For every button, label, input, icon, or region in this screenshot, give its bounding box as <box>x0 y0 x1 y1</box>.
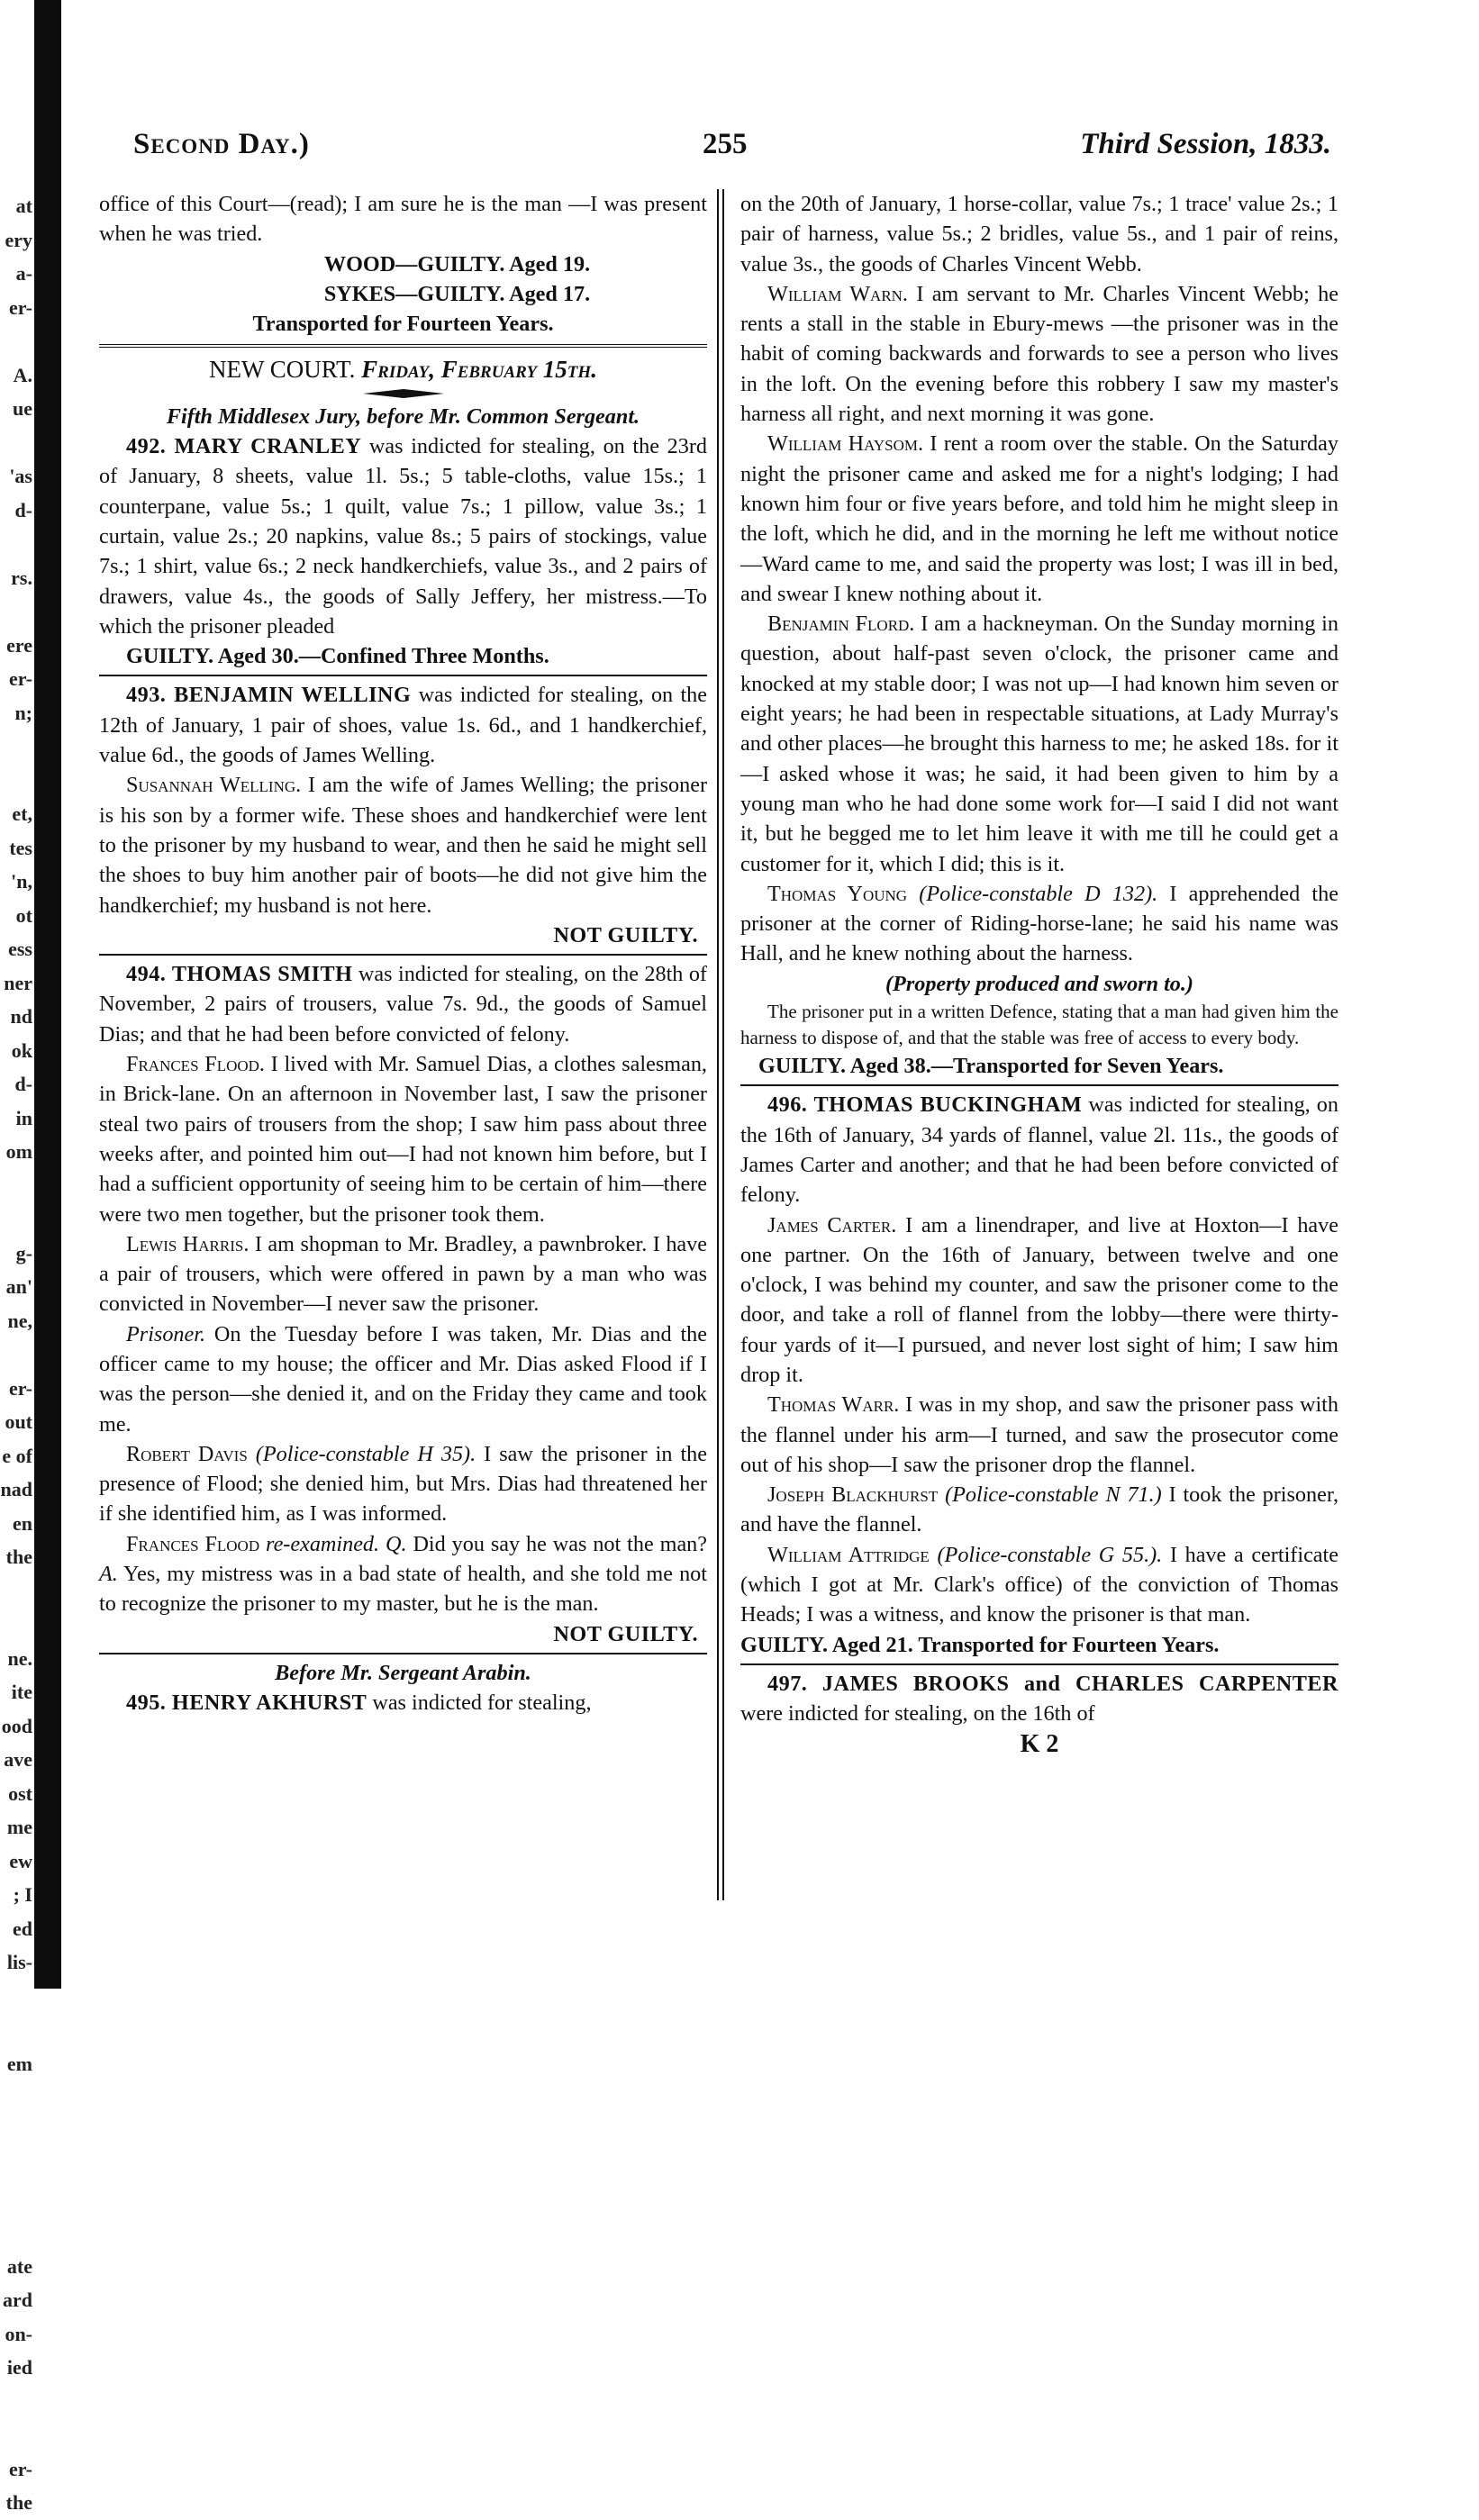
testimony-text: I am servant to Mr. Charles Vincent Webb; he rents a stall in the stable in Ebury-mews —the prisoner was in the habit of coming backwards and forwards to see a person who lives in the loft. On the evening before this robbery I saw my master's harness all right, and next morning it was gone. <box>740 281 1338 427</box>
case-text: was indicted for stealing, on the 12th of January, 1 pair of shoes, value 1s. 6d., and 1 handkerchief, value 6d., the goods of James Welling. <box>99 683 707 768</box>
testimony <box>99 1529 707 1619</box>
page-binding-edge <box>34 0 61 1989</box>
margin-fragment: g- <box>15 1241 32 1265</box>
margin-fragment: ery <box>5 228 32 251</box>
verdict-sykes: SYKES—GUILTY. Aged 17. <box>323 281 591 306</box>
margin-fragment <box>0 426 32 460</box>
left-column <box>99 189 707 1718</box>
case-text: was indicted for stealing, <box>367 1691 592 1716</box>
case-title: 497. JAMES BROOKS and CHARLES CARPENTER <box>767 1671 1338 1696</box>
testimony <box>99 1439 707 1529</box>
margin-fragment: ok <box>11 1038 32 1062</box>
margin-fragment <box>0 2080 32 2115</box>
margin-fragment: er- <box>8 667 32 690</box>
witness-name: Frances Flood. <box>126 1052 265 1077</box>
verdict-wood: WOOD—GUILTY. Aged 19. <box>323 251 591 276</box>
margin-fragment: ew <box>9 1849 32 1872</box>
margin-fragment: ner <box>4 971 32 994</box>
defence-note: The prisoner put in a written Defence, stating that a man had given him the harness to dispose of, and that the stable was free of access to every body. <box>740 1001 1338 1049</box>
ornament-rule <box>99 385 707 402</box>
margin-fragment: er- <box>8 2457 32 2480</box>
margin-fragment <box>0 2182 32 2216</box>
margin-fragment: ot <box>15 903 32 927</box>
margin-fragment: ied <box>6 2356 32 2379</box>
section-rule <box>99 344 707 348</box>
header-day: Second Day.) <box>133 128 310 160</box>
margin-fragment: a- <box>15 262 32 285</box>
margin-fragment <box>0 1337 32 1372</box>
margin-fragment: et, <box>12 802 32 825</box>
witness-name: Thomas Young <box>767 881 908 906</box>
margin-fragment <box>0 1202 32 1237</box>
verdict: GUILTY. Aged 21. Transported for Fourteen Years. <box>740 1632 1220 1657</box>
margin-fragment <box>0 764 32 798</box>
case-rule <box>740 1663 1338 1665</box>
witness-name: Lewis Harris. <box>126 1231 250 1256</box>
margin-fragment: er- <box>8 1376 32 1400</box>
verdict: NOT GUILTY. <box>553 1621 698 1646</box>
judge-heading: Before Mr. Sergeant Arabin. <box>275 1660 531 1685</box>
court-name: NEW COURT. <box>209 356 356 384</box>
header-session: Third Session, 1833. <box>1080 128 1331 160</box>
margin-fragment: om <box>5 1140 32 1163</box>
adjacent-page-margin <box>0 189 32 2520</box>
margin-fragment <box>0 594 32 629</box>
jury-heading: Fifth Middlesex Jury, before Mr. Common Sergeant. <box>166 403 640 429</box>
margin-fragment <box>0 2385 32 2419</box>
margin-fragment: ed <box>13 1917 32 1940</box>
witness-name: Thomas Warr. <box>767 1392 900 1418</box>
case-rule <box>99 954 707 956</box>
testimony-text: I rent a room over the stable. On the Saturday night the prisoner came and asked me for a night's lodging; I had known him four or five years before, and told him he might sleep in the loft, which he did, and in the morning he left me without notice—Ward came to me, and said the property was lost; I was ill in bed, and swear I knew nothing about it. <box>740 431 1338 606</box>
margin-fragment: ate <box>6 2254 32 2278</box>
signature-mark: K 2 <box>1020 1729 1059 1758</box>
case-title: 494. THOMAS SMITH <box>126 962 353 987</box>
running-header <box>133 128 1331 173</box>
margin-fragment <box>0 2216 32 2250</box>
testimony-text: I took the prisoner, and have the flannel. <box>740 1482 1338 1537</box>
testimony-text: I have a certificate (which I got at Mr. Clark's office) of the conviction of Thomas Heads; I was a witness, and know the prisoner is that man. <box>740 1542 1338 1627</box>
paragraph: on the 20th of January, 1 horse-collar, value 7s.; 1 trace' value 2s.; 1 pair of harness, value 5s.; 2 bridles, value 5s., and 1 pair of reins, value 3s., the goods of Charles Vincent Webb. <box>740 192 1338 276</box>
witness-name: William Attridge <box>767 1542 930 1567</box>
margin-fragment: ood <box>1 1714 32 1737</box>
margin-fragment: the <box>5 1546 32 1568</box>
margin-fragment: the <box>5 2491 32 2514</box>
margin-fragment: ne, <box>7 1309 32 1332</box>
question-mark: Q. <box>379 1531 407 1556</box>
margin-fragment: tes <box>9 836 32 859</box>
margin-fragment: en <box>13 1511 32 1535</box>
margin-fragment: me <box>6 1816 32 1838</box>
answer-mark: A. <box>99 1562 118 1587</box>
margin-fragment: lis- <box>6 1951 32 1973</box>
speaker-name: Prisoner. <box>126 1321 206 1346</box>
margin-fragment: out <box>5 1410 32 1433</box>
margin-fragment <box>0 2418 32 2452</box>
case-title: 492. MARY CRANLEY <box>126 434 362 459</box>
testimony-text: I apprehended the prisoner at the corner of Riding-horse-lane; he said his name was Hall, and he knew nothing about the harness. <box>740 881 1338 966</box>
margin-fragment: nad <box>0 1478 32 1500</box>
margin-fragment: em <box>6 2052 32 2075</box>
margin-fragment: at <box>15 195 32 217</box>
margin-fragment <box>0 2115 32 2149</box>
case-text: was indicted for stealing, on the 16th of January, 34 yards of flannel, value 2l. 11s., the goods of James Carter and another; and that he had been before convicted of felony. <box>740 1092 1338 1208</box>
margin-fragment: d- <box>14 498 32 521</box>
margin-fragment: e of <box>2 1444 32 1467</box>
testimony <box>740 1540 1338 1630</box>
witness-name: Frances Flood <box>126 1531 260 1556</box>
margin-fragment: d- <box>14 1073 32 1095</box>
case-495 <box>99 1688 707 1718</box>
testimony <box>99 1319 707 1439</box>
testimony <box>740 1480 1338 1540</box>
case-rule <box>740 1084 1338 1086</box>
margin-fragment: ue <box>13 397 32 420</box>
testimony <box>740 1390 1338 1480</box>
case-rule <box>99 675 707 676</box>
margin-fragment: ne. <box>7 1646 32 1670</box>
witness-name: Susannah Welling. <box>126 773 302 798</box>
testimony <box>740 429 1338 609</box>
testimony-text: On the Tuesday before I was taken, Mr. Dias and the officer came to my house; the officer and Mr. Dias asked Flood if I was the person—she denied it, and on the Friday they came and took me. <box>99 1321 707 1437</box>
witness-name: Joseph Blackhurst <box>767 1482 939 1508</box>
margin-fragment: rs. <box>11 566 32 589</box>
case-title: 495. HENRY AKHURST <box>126 1691 367 1716</box>
case-text: was indicted for stealing, on the 28th of November, 2 pairs of trousers, value 7s. 9d., the goods of Samuel Dias; and that he had been before convicted of felony. <box>99 962 707 1047</box>
testimony <box>740 279 1338 429</box>
margin-fragment: ; I <box>13 1883 32 1906</box>
witness-name: Robert Davis <box>126 1441 248 1466</box>
paragraph: office of this Court—(read); I am sure he is the man —I was present when he was tried. <box>99 192 707 247</box>
margin-fragment: on- <box>5 2322 32 2345</box>
testimony <box>99 1229 707 1319</box>
witness-role: (Police-constable N 71.) <box>938 1482 1162 1508</box>
case-rule <box>99 1653 707 1654</box>
column-divider <box>717 189 724 1900</box>
testimony <box>740 1210 1338 1391</box>
margin-fragment: ite <box>11 1681 32 1703</box>
case-text: were indicted for stealing, on the 16th of <box>740 1701 1095 1727</box>
testimony <box>99 1049 707 1229</box>
property-note: (Property produced and sworn to.) <box>885 971 1193 996</box>
testimony-text: I am a hackneyman. On the Sunday morning in question, about half-past seven o'clock, the prisoner came and knocked at my stable door; I was not up—I had known him seven or eight years; he had been in respectable situations, at Lady Murray's and other places—he brought this harness to me; he asked 18s. for it —I asked whose it was; he said, it had been given to him by a young man who he had done some work for—I said I did not want it, but he begged me to let him leave it with me till he could get a customer for it, which I did; this is it. <box>740 612 1338 876</box>
case-497 <box>740 1669 1338 1729</box>
testimony-text: I lived with Mr. Samuel Dias, a clothes salesman, in Brick-lane. On an afternoon in November last, I saw the prisoner steal two pairs of trousers from the shop; I saw him pass about three weeks after, and pointed him out—I had not known him before, but I had a sufficient opportunity of seeing him to be certain of him—there were two men together, but the prisoner took them. <box>99 1052 707 1227</box>
witness-role: re-examined. <box>259 1531 380 1556</box>
witness-name: William Warn. <box>767 281 908 306</box>
margin-fragment <box>0 324 32 358</box>
margin-fragment <box>0 1169 32 1203</box>
sentence: Transported for Fourteen Years. <box>252 312 554 337</box>
testimony <box>740 879 1338 969</box>
witness-role: (Police-constable G 55.). <box>929 1542 1163 1567</box>
margin-fragment: ave <box>4 1748 32 1771</box>
margin-fragment: ard <box>3 2289 32 2311</box>
margin-fragment <box>0 527 32 561</box>
margin-fragment: n; <box>14 701 32 724</box>
witness-name: Benjamin Flord. <box>767 612 915 637</box>
testimony-text: I am shopman to Mr. Bradley, a pawnbroker. I have a pair of trousers, which were offered in pawn by a man who was convicted in November—I never saw the prisoner. <box>99 1231 707 1317</box>
verdict: NOT GUILTY. <box>553 922 698 947</box>
witness-name: James Carter. <box>767 1212 897 1237</box>
verdict: GUILTY. Aged 38.—Transported for Seven Years. <box>758 1054 1224 1079</box>
margin-fragment <box>0 1574 32 1609</box>
margin-fragment: ere <box>6 633 32 657</box>
margin-fragment: A. <box>13 363 32 386</box>
testimony-text: Yes, my mistress was in a bad state of health, and she told me not to recognize the prisoner to my master, but he is the man. <box>99 1562 707 1617</box>
margin-fragment: 'as <box>9 465 32 487</box>
margin-fragment: ess <box>8 938 32 960</box>
witness-role: (Police-constable D 132). <box>907 881 1158 906</box>
case-text: was indicted for stealing, on the 23rd of January, 8 sheets, value 1l. 5s.; 5 table-cloths, value 15s.; 1 counterpane, value 5s.; 1 quilt, value 7s.; 1 pillow, value 3s.; 1 curtain, value 2s.; 20 napkins, value 8s.; 5 pairs of stockings, value 7s.; 1 shirt, value 6s.; 2 neck handkerchiefs, value 3s., and 2 pairs of drawers, value 4s., the goods of Sally Jeffery, her mistress.—To which the prisoner pleaded <box>99 434 707 639</box>
margin-fragment: 'n, <box>11 870 32 893</box>
case-494 <box>99 959 707 1049</box>
right-column <box>740 189 1338 1759</box>
case-title: 496. THOMAS BUCKINGHAM <box>767 1092 1083 1118</box>
margin-fragment: in <box>15 1106 32 1129</box>
court-day: Friday, February 15th. <box>361 356 597 384</box>
margin-fragment: an' <box>5 1275 32 1298</box>
margin-fragment: ost <box>8 1781 32 1805</box>
case-493 <box>99 680 707 770</box>
case-492 <box>99 431 707 641</box>
testimony <box>740 609 1338 879</box>
witness-role: (Police-constable H 35). <box>247 1441 476 1466</box>
margin-fragment <box>0 1608 32 1642</box>
margin-fragment <box>0 2148 32 2182</box>
margin-fragment <box>0 730 32 764</box>
margin-fragment: er- <box>8 295 32 319</box>
testimony-text: I am the wife of James Welling; the prisoner is his son by a former wife. These shoes and handkerchief were lent to the prisoner by my husband to wear, and then he said he might sell the shoes to buy him another pair of boots—he did not give him the handkerchief; my husband is not here. <box>99 773 707 918</box>
margin-fragment: nd <box>10 1005 32 1028</box>
margin-fragment <box>0 1980 32 2014</box>
testimony-text: I saw the prisoner in the presence of Flood; she denied him, but Mrs. Dias had threatened her if she identified him, as I was informed. <box>99 1441 708 1527</box>
verdict: GUILTY. Aged 30.—Confined Three Months. <box>126 644 549 669</box>
court-heading <box>99 351 707 385</box>
case-496 <box>740 1090 1338 1210</box>
page-number: 255 <box>703 128 748 160</box>
witness-name: William Haysom. <box>767 431 924 457</box>
testimony-text: I was in my shop, and saw the prisoner pass with the flannel under his arm—I turned, and saw the prosecutor come out of his shop—I saw the prisoner drop the flannel. <box>740 1392 1338 1477</box>
testimony-text: I am a linendraper, and live at Hoxton—I have one partner. On the 16th of January, between twelve and one o'clock, I was behind my counter, and saw the prisoner come to the door, and take a roll of flannel from the lobby—there were thirty-four yards of it—I pursued, and never lost sight of him; I saw him drop it. <box>740 1212 1338 1387</box>
testimony <box>99 770 707 920</box>
question-text: Did you say he was not the man? <box>406 1531 708 1556</box>
case-title: 493. BENJAMIN WELLING <box>126 683 412 708</box>
margin-fragment <box>0 2013 32 2047</box>
